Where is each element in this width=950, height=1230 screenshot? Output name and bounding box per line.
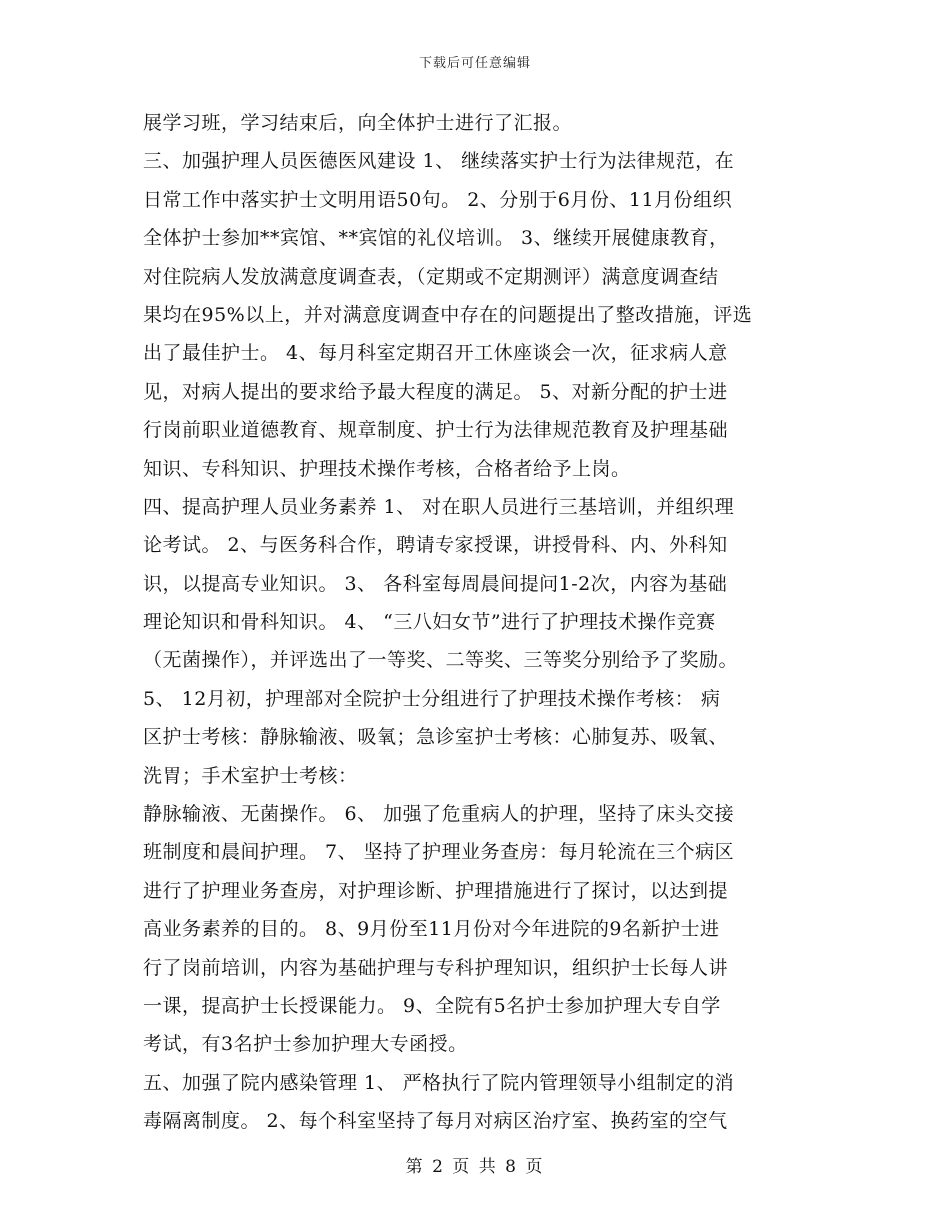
text-line: 论考试。 2、与医务科合作，聘请专家授课，讲授骨科、内、外科知 bbox=[143, 534, 728, 557]
text-line: 考试，有3名护士参加护理大专函授。 bbox=[143, 1033, 468, 1056]
text-line: 5、 12月初，护理部对全院护士分组进行了护理技术操作考核： 病 bbox=[143, 687, 721, 710]
text-line: 展学习班，学习结束后，向全体护士进行了汇报。 bbox=[143, 112, 573, 134]
text-line: 进行了护理业务查房，对护理诊断、护理措施进行了探讨，以达到提 bbox=[143, 879, 729, 902]
text-line: 静脉输液、无菌操作。 6、 加强了危重病人的护理，坚持了床头交接 bbox=[143, 803, 735, 826]
text-line: 毒隔离制度。 2、每个科室坚持了每月对病区治疗室、换药室的空气 bbox=[143, 1110, 728, 1133]
text-line: 日常工作中落实护士文明用语50句。 2、分别于6月份、11月份组织 bbox=[143, 188, 733, 211]
document-body bbox=[143, 104, 813, 1141]
text-line: 高业务素养的目的。 8、9月份至11月份对今年进院的9名新护士进 bbox=[143, 918, 720, 941]
text-line: 见，对病人提出的要求给予最大程度的满足。 5、对新分配的护士进 bbox=[143, 380, 728, 403]
text-line: 全体护士参加**宾馆、**宾馆的礼仪培训。 3、继续开展健康教育， bbox=[143, 227, 729, 250]
text-line: 班制度和晨间护理。 7、 坚持了护理业务查房：每月轮流在三个病区 bbox=[143, 841, 735, 864]
text-line: 洗胃；手术室护士考核： bbox=[143, 764, 358, 787]
text-line: 三、加强护理人员医德医风建设 1、 继续落实护士行为法律规范，在 bbox=[143, 150, 735, 173]
text-line: 知识、专科知识、护理技术操作考核，合格者给予上岗。 bbox=[143, 457, 631, 480]
text-line: 行了岗前培训，内容为基础护理与专科护理知识，组织护士长每人讲 bbox=[143, 956, 729, 979]
text-line: 理论知识和骨科知识。 4、 “三八妇女节”进行了护理技术操作竞赛 bbox=[143, 611, 716, 634]
text-line: （无菌操作），并评选出了一等奖、二等奖、三等奖分别给予了奖励。 bbox=[143, 649, 739, 672]
text-line: 一课，提高护士长授课能力。 9、全院有5名护士参加护理大专自学 bbox=[143, 994, 721, 1017]
text-line: 行岗前职业道德教育、规章制度、护士行为法律规范教育及护理基础 bbox=[143, 419, 729, 442]
page-footer: 第 2 页 共 8 页 bbox=[405, 1157, 545, 1177]
text-line: 五、加强了院内感染管理 1、 严格执行了院内管理领导小组制定的消 bbox=[143, 1071, 735, 1094]
text-line: 出了最佳护士。 4、每月科室定期召开工休座谈会一次，征求病人意 bbox=[143, 342, 728, 365]
text-line: 区护士考核：静脉输液、吸氧；急诊室护士考核：心肺复苏、吸氧、 bbox=[143, 726, 729, 749]
page-header: 下载后可任意编辑 bbox=[418, 56, 531, 71]
text-line: 四、提高护理人员业务素养 1、 对在职人员进行三基培训，并组织理 bbox=[143, 495, 735, 518]
text-line: 果均在95%以上，并对满意度调查中存在的问题提出了整改措施，评选 bbox=[143, 303, 753, 326]
text-line: 识，以提高专业知识。 3、 各科室每周晨间提问1-2次，内容为基础 bbox=[143, 572, 728, 595]
text-line: 对住院病人发放满意度调查表，（定期或不定期测评）满意度调查结 bbox=[143, 265, 719, 288]
